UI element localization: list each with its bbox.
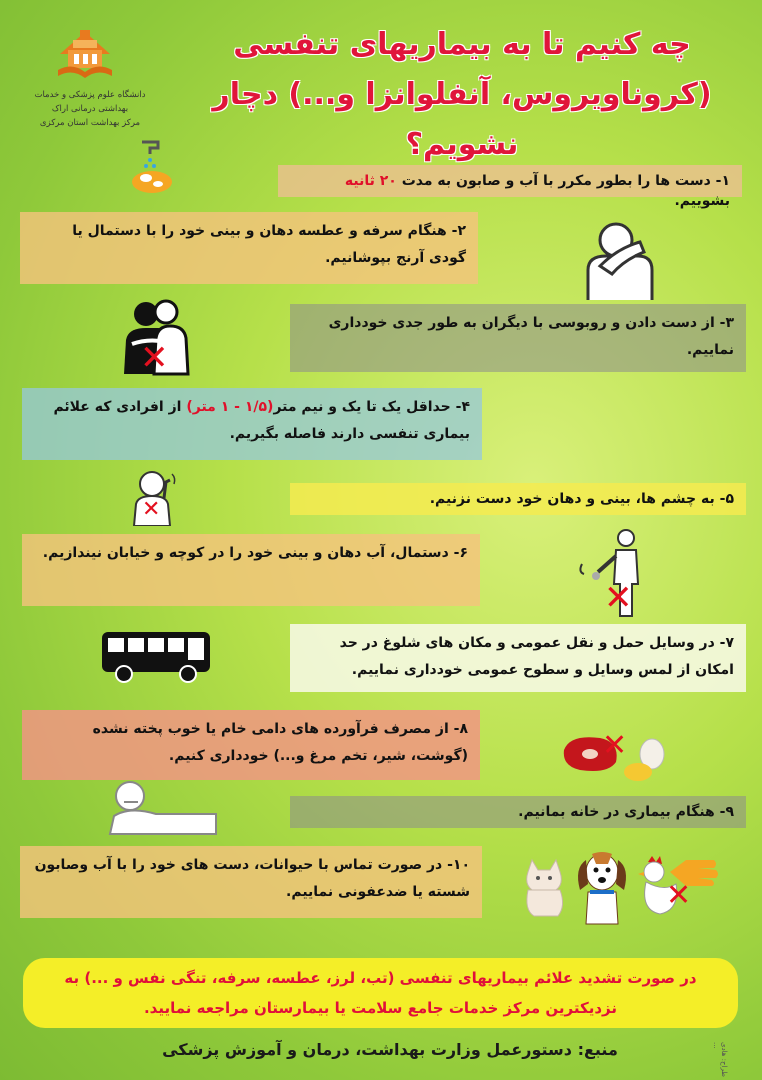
tip-4: ۴- حداقل یک تا یک و نیم متر(۱/۵ - ۱ متر) از افرادی که علائم بیماری تنفسی دارند فاصله بگیریم.	[22, 388, 482, 460]
tip-9: ۹- هنگام بیماری در خانه بمانیم.	[290, 796, 746, 828]
tip-4-highlight: (۱/۵ - ۱ متر)	[186, 399, 274, 415]
warning-box	[23, 958, 738, 1028]
tip-1-highlight: ۲۰ ثانیه	[344, 173, 397, 189]
cat-icon	[518, 858, 570, 918]
prohibited-x-icon-10: ✕	[666, 878, 692, 913]
logo-line-1: دانشگاه علوم پزشکی و خدمات بهداشتی درمانی اراک	[34, 90, 146, 114]
designer-note: طراح: هادی ...	[712, 1042, 728, 1077]
tip-7: ۷- در وسایل حمل و نقل عمومی و مکان های شلوغ در حد امکان از لمس وسایل و سطوح عمومی خودداری نماییم.	[290, 624, 746, 692]
prohibited-x-icon-6: ✕	[604, 578, 633, 618]
tip-5: ۵- به چشم ها، بینی و دهان خود دست نزنیم.	[290, 483, 746, 515]
page-title	[182, 20, 742, 170]
title-line-2: (کروناویروس، آنفلوانزا و...) دچار نشویم؟	[212, 77, 712, 162]
tip-6: ۶- دستمال، آب دهان و بینی خود را در کوچه و خیابان نیندازیم.	[22, 534, 480, 606]
title-line-1: چه کنیم تا به بیماریهای تنفسی	[233, 27, 691, 62]
tip-2: ۲- هنگام سرفه و عطسه دهان و بینی خود را با دستمال یا گودی آرنج بپوشانیم.	[20, 212, 478, 284]
cough-into-elbow-icon	[578, 212, 668, 302]
warning-text: در صورت تشدید علائم بیماریهای تنفسی (تب، لرز، عطسه، سرفه، تنگی نفس و ...) به نزدیکترین مرکز خدمات جامع سلامت یا بیمارستان مراجعه نمایید.	[64, 969, 697, 1017]
building-book-logo-icon	[52, 26, 118, 80]
tip-1: ۱- دست ها را بطور مکرر با آب و صابون به مدت ۲۰ ثانیه بشوییم.	[278, 165, 742, 197]
dog-icon	[572, 850, 632, 926]
prohibited-x-icon: ✕	[140, 338, 169, 378]
hand-washing-icon	[128, 132, 180, 196]
tip-8: ۸- از مصرف فرآورده های دامی خام یا خوب پخته نشده (گوشت، شیر، تخم مرغ و...) خودداری کنیم.	[22, 710, 480, 780]
tip-3: ۳- از دست دادن و روبوسی با دیگران به طور جدی خودداری نماییم.	[290, 304, 746, 372]
source-line: منبع: دستورعمل وزارت بهداشت، درمان و آموزش پزشکی	[162, 1040, 618, 1059]
tip-10: ۱۰- در صورت تماس با حیوانات، دست های خود را با آب وصابون شسته یا ضدعفونی نماییم.	[20, 846, 482, 918]
prohibited-x-icon-8: ✕	[602, 728, 628, 763]
prohibited-x-icon-5: ✕	[142, 497, 161, 522]
logo-line-2: مرکز بهداشت استان مرکزی	[39, 118, 141, 128]
bus-icon	[98, 628, 214, 684]
sick-in-bed-icon	[100, 776, 220, 840]
